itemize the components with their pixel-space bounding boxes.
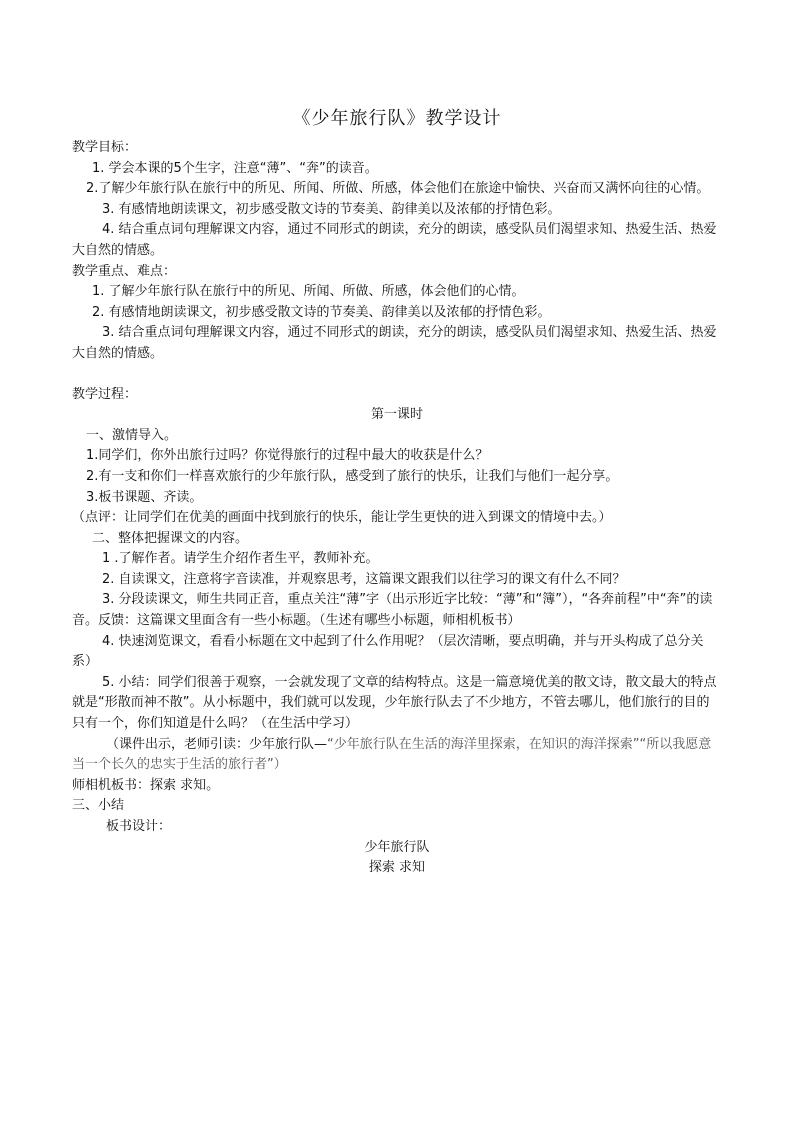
board-line: 探索 求知 xyxy=(368,860,426,876)
section-heading: 一、激情导入。 xyxy=(86,427,178,443)
key-points-heading: 教学重点、难点： xyxy=(72,263,177,279)
goal-item: 1. 学会本课的5个生字，注意“薄”、“奔”的读音。 xyxy=(92,160,378,176)
section-item: 2.有一支和你们一样喜欢旅行的少年旅行队，感受到了旅行的快乐，让我们与他们一起分享。 xyxy=(86,468,619,484)
board-design-label: 板书设计： xyxy=(106,819,172,834)
courseware-quote: “少年旅行队在生活的海洋里探索，在知识的海洋探索”“所以我愿意当一个长久的忠实于生活的旅行者”） xyxy=(72,736,712,773)
section-item: 1.同学们，你外出旅行过吗？你觉得旅行的过程中最大的收获是什么？ xyxy=(86,448,489,464)
document-body xyxy=(72,138,722,879)
section-item: 3. 分段读课文，师生共同正音，重点关注“薄”字（出示形近字比较：“薄”和“簿”），“各奔前程”中“奔”的读音。反馈：这篇课文里面含有一些小标题。（生述有哪些小标题，师相机板书） xyxy=(72,592,713,629)
section-item: 5. 小结：同学们很善于观察，一会就发现了文章的结构特点。这是一篇意境优美的散文诗，散文最大的特点就是“形散而神不散”。从小标题中，我们就可以发现，少年旅行队去了不少地方，不管去哪儿，他们旅行的目的只有一个，你们知道是什么吗？（在生活中学习） xyxy=(72,674,717,732)
board-line: 少年旅行队 xyxy=(364,839,430,855)
lesson-title: 第一课时 xyxy=(370,407,423,423)
section-item: 1 .了解作者。请学生介绍作者生平，教师补充。 xyxy=(102,551,379,567)
courseware-note xyxy=(72,735,722,776)
document-title: 《少年旅行队》教学设计 xyxy=(292,108,502,129)
section-heading: 二、整体把握课文的内容。 xyxy=(92,530,249,546)
board-note: 师相机板书：探索 求知。 xyxy=(72,777,220,793)
section-item: 4. 快速浏览课文，看看小标题在文中起到了什么作用呢？（层次清晰，要点明确，并与开头构成了总分关系） xyxy=(72,633,704,670)
key-point-item: 3. 结合重点词句理解课文内容，通过不同形式的朗读，充分的朗读，感受队员们渴望求知、热爱生活、热爱大自然的情感。 xyxy=(72,325,717,361)
courseware-prefix: （课件出示，老师引读：少年旅行队— xyxy=(106,736,328,752)
spacer xyxy=(72,365,722,385)
process-heading: 教学过程： xyxy=(72,386,138,402)
goal-item: 2.了解少年旅行队在旅行中的所见、所闻、所做、所感，体会他们在旅途中愉快、兴奋而又满怀向往的心情。 xyxy=(86,181,710,197)
goal-item: 3. 有感情地朗读课文，初步感受散文诗的节奏美、韵律美以及浓郁的抒情色彩。 xyxy=(102,201,561,217)
goals-heading: 教学目标： xyxy=(72,140,138,155)
goal-item: 4. 结合重点词句理解课文内容，通过不同形式的朗读，充分的朗读，感受队员们渴望求知、热爱生活、热爱大自然的情感。 xyxy=(72,222,717,258)
section-item: 3.板书课题、齐读。 xyxy=(86,489,203,505)
comment-note: （点评：让同学们在优美的画面中找到旅行的快乐，能让学生更快的进入到课文的情境中去。） xyxy=(72,510,612,526)
key-point-item: 2. 有感情地朗读课文，初步感受散文诗的节奏美、韵律美以及浓郁的抒情色彩。 xyxy=(92,304,551,320)
key-point-item: 1. 了解少年旅行队在旅行中的所见、所闻、所做、所感，体会他们的心情。 xyxy=(92,284,525,300)
section-item: 2. 自读课文，注意将字音读准，并观察思考，这篇课文跟我们以往学习的课文有什么不同？ xyxy=(102,571,626,587)
section-heading: 三、小结 xyxy=(72,798,125,814)
